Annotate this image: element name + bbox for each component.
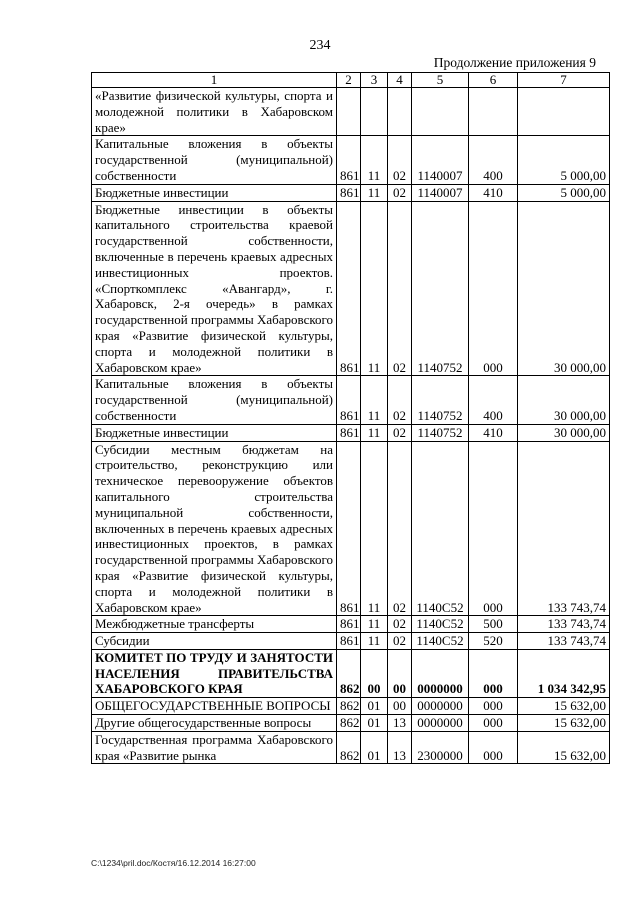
code-cell: 861 bbox=[337, 184, 361, 201]
amount-cell: 133 743,74 bbox=[518, 633, 610, 650]
row-name-cell: Бюджетные инвестиции в объекты капитального строительства краевой государственной собственности, включенные в перечень краевых адресных инвестиционных проектов. «Спорткомплекс «Авангард», г. Хабаровск, 2-я очередь» в рамках государственной программы Хабаровского края «Развитие физической культуры, спорта и молодежной политики в Хабаровском крае» bbox=[92, 201, 337, 376]
code-cell: 861 bbox=[337, 616, 361, 633]
column-header: 6 bbox=[469, 73, 518, 88]
code-cell bbox=[337, 88, 361, 136]
code-cell: 01 bbox=[361, 698, 388, 715]
row-name-cell: Субсидии местным бюджетам на строительство, реконструкцию или техническое перевооружение объектов капитального строительства муниципальной собственности, включенных в перечень краевых адресных инвестиционных проектов, в рамках государственной программы Хабаровского края «Развитие физической культуры, спорта и молодежной политики в Хабаровском крае» bbox=[92, 441, 337, 616]
continuation-label: Продолжение приложения 9 bbox=[433, 55, 596, 70]
code-cell: 2300000 bbox=[412, 731, 469, 764]
row-name-cell: Субсидии bbox=[92, 633, 337, 650]
table-row bbox=[92, 649, 610, 697]
code-cell: 1140С52 bbox=[412, 616, 469, 633]
code-cell: 000 bbox=[469, 201, 518, 376]
amount-cell: 5 000,00 bbox=[518, 184, 610, 201]
code-cell: 861 bbox=[337, 424, 361, 441]
code-cell: 861 bbox=[337, 201, 361, 376]
column-header: 2 bbox=[337, 73, 361, 88]
code-cell: 02 bbox=[388, 201, 412, 376]
code-cell: 520 bbox=[469, 633, 518, 650]
code-cell bbox=[469, 88, 518, 136]
row-name-cell: Капитальные вложения в объекты государственной (муниципальной) собственности bbox=[92, 376, 337, 424]
table-header-row bbox=[92, 73, 610, 88]
amount-cell: 15 632,00 bbox=[518, 731, 610, 764]
code-cell bbox=[388, 88, 412, 136]
code-cell: 0000000 bbox=[412, 698, 469, 715]
code-cell: 11 bbox=[361, 616, 388, 633]
budget-table bbox=[91, 72, 610, 764]
code-cell: 1140С52 bbox=[412, 633, 469, 650]
code-cell: 0000000 bbox=[412, 715, 469, 732]
code-cell: 02 bbox=[388, 441, 412, 616]
code-cell: 01 bbox=[361, 731, 388, 764]
code-cell: 000 bbox=[469, 441, 518, 616]
row-name-cell: Бюджетные инвестиции bbox=[92, 184, 337, 201]
row-name-cell: Другие общегосударственные вопросы bbox=[92, 715, 337, 732]
code-cell: 400 bbox=[469, 136, 518, 184]
code-cell: 1140007 bbox=[412, 136, 469, 184]
code-cell: 13 bbox=[388, 715, 412, 732]
table-row bbox=[92, 184, 610, 201]
amount-cell: 15 632,00 bbox=[518, 715, 610, 732]
code-cell: 862 bbox=[337, 715, 361, 732]
row-name-cell: Капитальные вложения в объекты государственной (муниципальной) собственности bbox=[92, 136, 337, 184]
code-cell: 000 bbox=[469, 649, 518, 697]
code-cell: 000 bbox=[469, 698, 518, 715]
amount-cell: 133 743,74 bbox=[518, 441, 610, 616]
code-cell: 862 bbox=[337, 698, 361, 715]
code-cell: 000 bbox=[469, 715, 518, 732]
code-cell: 0000000 bbox=[412, 649, 469, 697]
code-cell bbox=[412, 88, 469, 136]
table-row bbox=[92, 424, 610, 441]
table-row bbox=[92, 376, 610, 424]
table-row bbox=[92, 88, 610, 136]
table-row bbox=[92, 731, 610, 764]
row-name-cell: ОБЩЕГОСУДАРСТВЕННЫЕ ВОПРОСЫ bbox=[92, 698, 337, 715]
row-name-cell: Государственная программа Хабаровского края «Развитие рынка bbox=[92, 731, 337, 764]
amount-cell: 15 632,00 bbox=[518, 698, 610, 715]
table-row bbox=[92, 136, 610, 184]
code-cell bbox=[361, 88, 388, 136]
row-name-cell: КОМИТЕТ ПО ТРУДУ И ЗАНЯТОСТИ НАСЕЛЕНИЯ ПРАВИТЕЛЬСТВА ХАБАРОВСКОГО КРАЯ bbox=[92, 649, 337, 697]
code-cell: 02 bbox=[388, 616, 412, 633]
code-cell: 862 bbox=[337, 649, 361, 697]
code-cell: 861 bbox=[337, 441, 361, 616]
code-cell: 11 bbox=[361, 136, 388, 184]
row-name-cell: Бюджетные инвестиции bbox=[92, 424, 337, 441]
code-cell: 1140752 bbox=[412, 424, 469, 441]
column-header: 4 bbox=[388, 73, 412, 88]
table-row bbox=[92, 441, 610, 616]
amount-cell: 30 000,00 bbox=[518, 424, 610, 441]
column-header: 5 bbox=[412, 73, 469, 88]
code-cell: 00 bbox=[361, 649, 388, 697]
column-header: 7 bbox=[518, 73, 610, 88]
page-number: 234 bbox=[309, 38, 331, 53]
table-row bbox=[92, 633, 610, 650]
code-cell: 861 bbox=[337, 136, 361, 184]
code-cell: 11 bbox=[361, 201, 388, 376]
code-cell: 861 bbox=[337, 633, 361, 650]
code-cell: 11 bbox=[361, 184, 388, 201]
code-cell: 410 bbox=[469, 424, 518, 441]
code-cell: 500 bbox=[469, 616, 518, 633]
code-cell: 02 bbox=[388, 424, 412, 441]
amount-cell bbox=[518, 88, 610, 136]
code-cell: 02 bbox=[388, 136, 412, 184]
code-cell: 00 bbox=[388, 698, 412, 715]
amount-cell: 1 034 342,95 bbox=[518, 649, 610, 697]
amount-cell: 5 000,00 bbox=[518, 136, 610, 184]
code-cell: 1140752 bbox=[412, 201, 469, 376]
table-row bbox=[92, 616, 610, 633]
code-cell: 11 bbox=[361, 424, 388, 441]
code-cell: 1140С52 bbox=[412, 441, 469, 616]
table-row bbox=[92, 201, 610, 376]
table-row bbox=[92, 715, 610, 732]
code-cell: 13 bbox=[388, 731, 412, 764]
column-header: 1 bbox=[92, 73, 337, 88]
code-cell: 01 bbox=[361, 715, 388, 732]
code-cell: 11 bbox=[361, 441, 388, 616]
amount-cell: 30 000,00 bbox=[518, 376, 610, 424]
row-name-cell: Межбюджетные трансферты bbox=[92, 616, 337, 633]
table-row bbox=[92, 698, 610, 715]
row-name-cell: «Развитие физической культуры, спорта и молодежной политики в Хабаровском крае» bbox=[92, 88, 337, 136]
code-cell: 11 bbox=[361, 633, 388, 650]
amount-cell: 133 743,74 bbox=[518, 616, 610, 633]
code-cell: 862 bbox=[337, 731, 361, 764]
code-cell: 11 bbox=[361, 376, 388, 424]
code-cell: 861 bbox=[337, 376, 361, 424]
code-cell: 00 bbox=[388, 649, 412, 697]
code-cell: 02 bbox=[388, 633, 412, 650]
file-path-footer: C:\1234\pril.doc/Костя/16.12.2014 16:27:00 bbox=[91, 858, 256, 868]
code-cell: 02 bbox=[388, 184, 412, 201]
code-cell: 000 bbox=[469, 731, 518, 764]
code-cell: 1140752 bbox=[412, 376, 469, 424]
amount-cell: 30 000,00 bbox=[518, 201, 610, 376]
column-header: 3 bbox=[361, 73, 388, 88]
code-cell: 1140007 bbox=[412, 184, 469, 201]
code-cell: 02 bbox=[388, 376, 412, 424]
code-cell: 410 bbox=[469, 184, 518, 201]
code-cell: 400 bbox=[469, 376, 518, 424]
